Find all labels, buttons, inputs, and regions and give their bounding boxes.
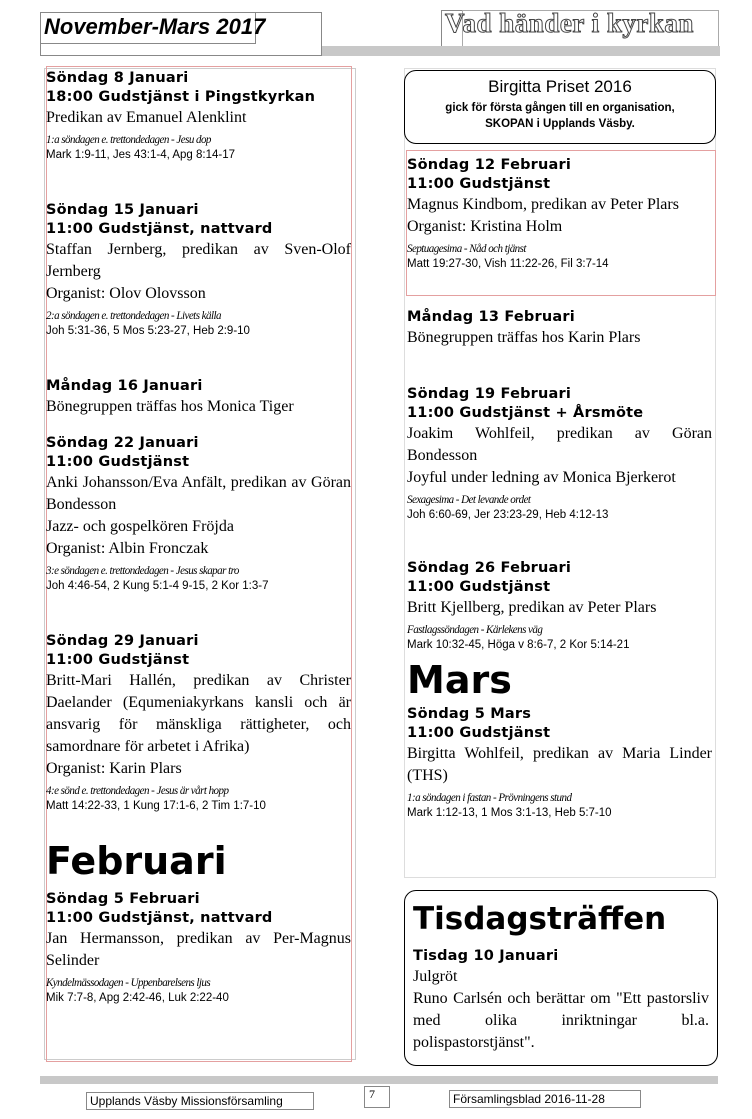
event-day: Söndag 19 Februari: [407, 386, 572, 402]
prize-subtitle: [405, 100, 715, 132]
event-time: 11:00 Gudstjänst: [46, 652, 190, 668]
event-theme: Fastlagssöndagen - Kärlekens väg: [407, 622, 543, 636]
event-line: Jan Hermansson, predikan av Per-Magnus Selinder: [46, 930, 351, 969]
event-line: Joakim Wohlfeil, predikan av Göran Bondesson: [407, 425, 712, 464]
event-day: Söndag 22 Januari: [46, 435, 199, 451]
event-time: 11:00 Gudstjänst: [46, 454, 190, 470]
event-refs: Mark 10:32-45, Höga v 8:6-7, 2 Kor 5:14-21: [407, 639, 630, 651]
event-line: Magnus Kindbom, predikan av Peter Plars: [407, 196, 679, 213]
event-jan-22: [46, 434, 351, 594]
event-refs: Matt 14:22-33, 1 Kung 17:1-6, 2 Tim 1:7-10: [46, 800, 266, 812]
event-time: 18:00 Gudstjänst i Pingstkyrkan: [46, 89, 316, 105]
month-heading-mars: Mars: [407, 658, 512, 702]
page-number: 7: [364, 1086, 390, 1108]
right-column: [407, 156, 712, 821]
event-theme: 1:a söndagen e. trettondedagen - Jesu dop: [46, 132, 211, 146]
event-refs: Joh 6:60-69, Jer 23:23-29, Heb 4:12-13: [407, 509, 609, 521]
event-line: Staffan Jernberg, predikan av Sven-Olof Jernberg: [46, 241, 351, 280]
header-date-title: November-Mars 2017: [44, 14, 266, 39]
event-feb-12: [407, 156, 712, 272]
month-heading-februari: Februari: [46, 839, 227, 883]
event-line: Organist: Karin Plars: [46, 760, 182, 777]
event-time: 11:00 Gudstjänst: [407, 176, 551, 192]
event-refs: Mik 7:7-8, Apg 2:42-46, Luk 2:22-40: [46, 992, 229, 1004]
event-jan-15: [46, 201, 351, 339]
event-line: Organist: Olov Olovsson: [46, 285, 206, 302]
event-line: Jazz- och gospelkören Fröjda: [46, 518, 234, 535]
event-line: Julgröt: [413, 968, 458, 985]
event-theme: Kyndelmässodagen - Uppenbarelsens ljus: [46, 975, 211, 989]
footer-congregation: Upplands Väsby Missionsförsamling: [86, 1092, 314, 1110]
event-day: Söndag 12 Februari: [407, 157, 572, 173]
event-feb-13: [407, 308, 712, 349]
left-column: [46, 69, 351, 1006]
event-theme: Sexagesima - Det levande ordet: [407, 492, 531, 506]
event-line: Britt-Mari Hallén, predikan av Christer Daelander (Equmeniakyrkans kansli och är ansvarig för mänskliga rättigheter, och samordnare för arbetet i Afrika): [46, 672, 351, 755]
event-day: Måndag 16 Januari: [46, 378, 203, 394]
tisdagstraffen-box: [404, 890, 718, 1066]
event-line: Anki Johansson/Eva Anfält, predikan av Göran Bondesson: [46, 474, 351, 513]
event-day: Måndag 13 Februari: [407, 309, 575, 325]
event-time: 11:00 Gudstjänst: [407, 725, 551, 741]
event-feb-5: [46, 890, 351, 1006]
event-line: Runo Carlsén och berättar om "Ett pastorsliv med olika inriktningar bl.a. polispastorstjänst".: [413, 990, 709, 1051]
event-line: Organist: Albin Fronczak: [46, 540, 209, 557]
event-line: Bönegruppen träffas hos Monica Tiger: [46, 398, 294, 415]
event-day: Söndag 26 Februari: [407, 560, 572, 576]
event-feb-19: [407, 385, 712, 523]
tisdagstraffen-title: Tisdagsträffen: [413, 901, 667, 937]
event-day: Söndag 5 Februari: [46, 891, 200, 907]
event-jan-8: [46, 69, 351, 163]
event-time: 11:00 Gudstjänst, nattvard: [46, 910, 273, 926]
event-jan-29: [46, 632, 351, 814]
event-line: Joyful under ledning av Monica Bjerkerot: [407, 469, 676, 486]
event-theme: Septuagesima - Nåd och tjänst: [407, 241, 526, 255]
event-day: Söndag 15 Januari: [46, 202, 199, 218]
event-line: Birgitta Wohlfeil, predikan av Maria Linder (THS): [407, 745, 712, 784]
event-day: Tisdag 10 Januari: [413, 948, 559, 964]
event-theme: 4:e sönd e. trettondedagen - Jesus är vårt hopp: [46, 783, 229, 797]
event-day: Söndag 5 Mars: [407, 706, 532, 722]
event-day: Söndag 8 Januari: [46, 70, 189, 86]
event-feb-26: [407, 559, 712, 653]
header-rule: [322, 46, 720, 56]
event-refs: Mark 1:12-13, 1 Mos 3:1-13, Heb 5:7-10: [407, 807, 612, 819]
event-theme: 1:a söndagen i fastan - Prövningens stund: [407, 790, 572, 804]
event-refs: Matt 19:27-30, Vish 11:22-26, Fil 3:7-14: [407, 258, 609, 270]
prize-subtitle-line: gick för första gången till en organisation,: [445, 102, 675, 114]
event-refs: Joh 4:46-54, 2 Kung 5:1-4 9-15, 2 Kor 1:3-7: [46, 580, 269, 592]
event-line: Bönegruppen träffas hos Karin Plars: [407, 329, 641, 346]
event-jan-16: [46, 377, 351, 418]
event-line: Organist: Kristina Holm: [407, 218, 563, 235]
prize-title: Birgitta Priset 2016: [488, 77, 632, 96]
event-day: Söndag 29 Januari: [46, 633, 199, 649]
footer-rule: [40, 1076, 718, 1084]
prize-subtitle-line: SKOPAN i Upplands Väsby.: [485, 118, 635, 130]
event-mar-5: [407, 705, 712, 821]
event-theme: 2:a söndagen e. trettondedagen - Livets källa: [46, 308, 221, 322]
event-refs: Joh 5:31-36, 5 Mos 5:23-27, Heb 2:9-10: [46, 325, 250, 337]
footer-issue-date: Församlingsblad 2016-11-28: [449, 1090, 641, 1108]
event-line: Predikan av Emanuel Alenklint: [46, 109, 247, 126]
event-time: 11:00 Gudstjänst + Årsmöte: [407, 405, 644, 421]
event-refs: Mark 1:9-11, Jes 43:1-4, Apg 8:14-17: [46, 149, 236, 161]
event-time: 11:00 Gudstjänst, nattvard: [46, 221, 273, 237]
event-theme: 3:e söndagen e. trettondedagen - Jesus skapar tro: [46, 563, 239, 577]
event-line: Britt Kjellberg, predikan av Peter Plars: [407, 599, 657, 616]
event-time: 11:00 Gudstjänst: [407, 579, 551, 595]
header-section-title: Vad händer i kyrkan: [445, 8, 694, 38]
prize-box: [404, 70, 716, 144]
